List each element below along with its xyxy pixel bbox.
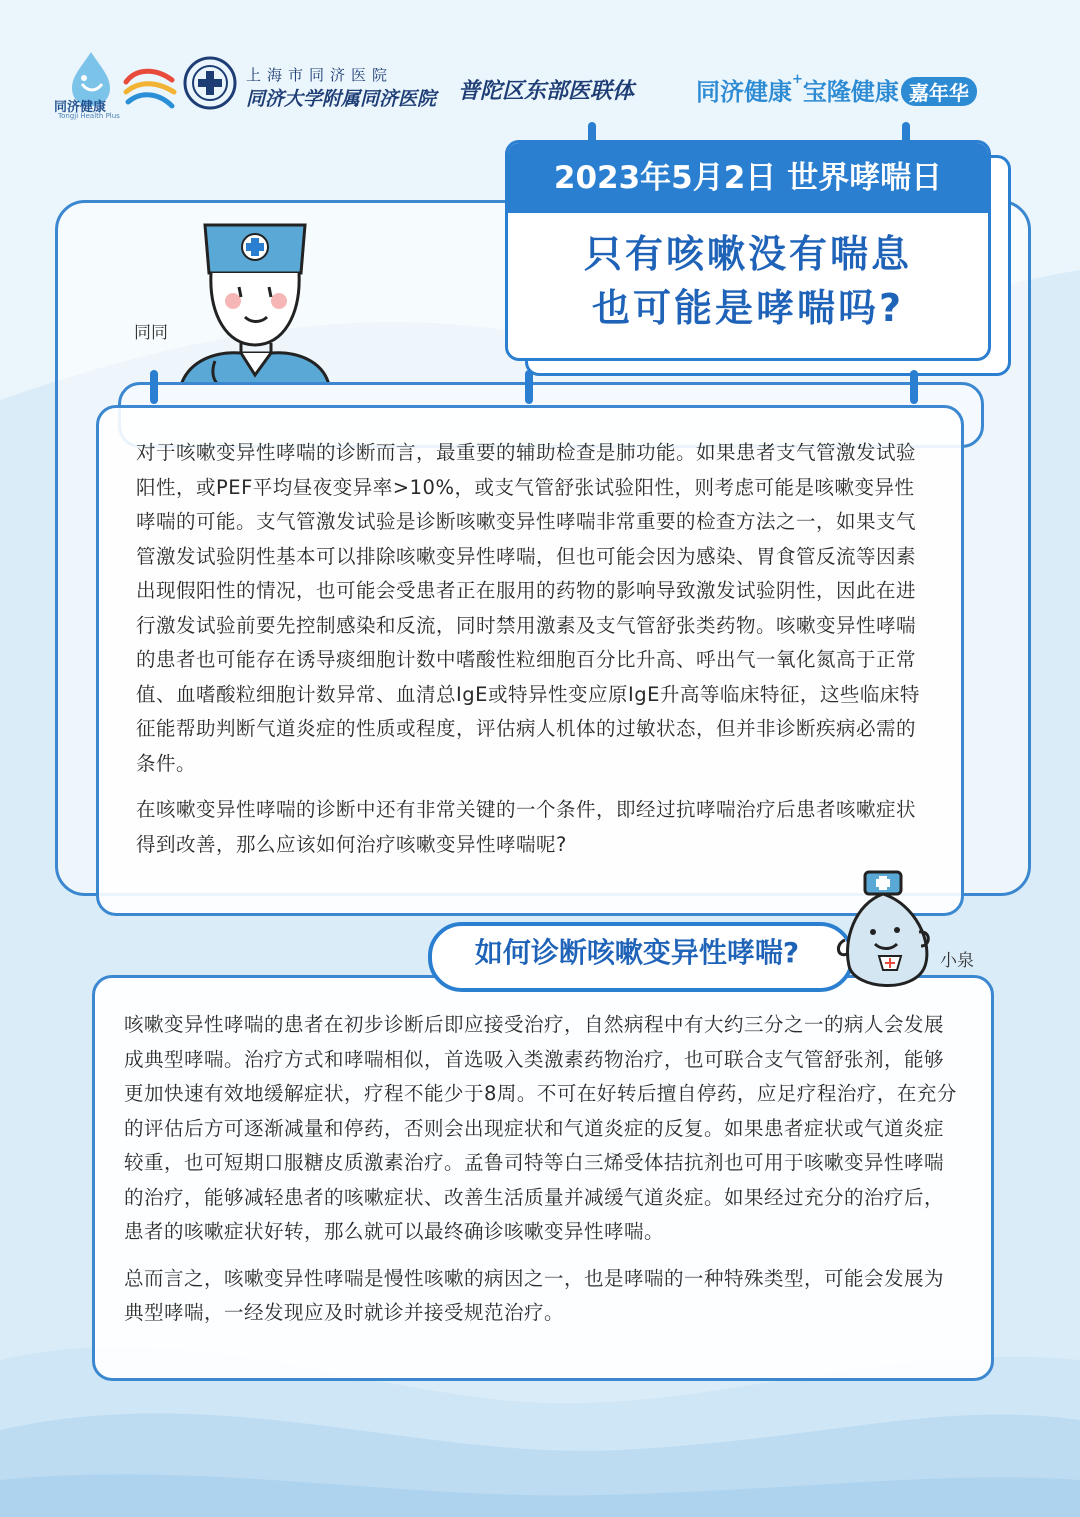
nurse-name-label: 同同	[134, 323, 168, 343]
main-title-line1: 只有咳嗽没有喘息	[583, 232, 912, 276]
binder-ring	[588, 122, 596, 156]
section-heading: 如何诊断咳嗽变异性哮喘?	[474, 936, 800, 969]
treatment-paragraph-2: 总而言之，咳嗽变异性哮喘是慢性咳嗽的病因之一，也是哮喘的一种特殊类型，可能会发展为典型哮喘，一经发现应及时就诊并接受规范治疗。	[124, 1266, 945, 1324]
diagnosis-content	[136, 436, 928, 874]
mascot-drop-icon	[835, 870, 935, 1000]
brand-text-2: 宝隆健康	[802, 78, 899, 106]
event-date-bar: 2023年5月2日 世界哮喘日	[508, 143, 988, 213]
hospital-affiliation: 同济大学附属同济医院	[246, 88, 437, 110]
binder-ring	[150, 370, 158, 404]
brand-badge: 嘉年华	[901, 77, 977, 106]
tongji-logo-text: 同济健康	[54, 100, 107, 115]
title-card	[505, 140, 991, 361]
hospital-name: 上海市同济医院	[246, 66, 394, 84]
header	[54, 40, 1040, 130]
treatment-paragraph-1: 咳嗽变异性哮喘的患者在初步诊断后即应接受治疗，自然病程中有大约三分之一的病人会发展成典型哮喘。治疗方式和哮喘相似，首选吸入类激素药物治疗，也可联合支气管舒张剂，能够更加快速有效地缓解症状，疗程不能少于8周。不可在好转后擅自停药，应足疗程治疗，在充分的评估后方可逐渐减量和停药，否则会出现症状和气道炎症的反复。如果患者症状或气道炎症较重，也可短期口服糖皮质激素治疗。孟鲁司特等白三烯受体拮抗剂也可用于咳嗽变异性哮喘的治疗，能够减轻患者的咳嗽症状、改善生活质量并减缓气道炎症。如果经过充分的治疗后，患者的咳嗽症状好转，那么就可以最终确诊咳嗽变异性哮喘。	[124, 1013, 957, 1243]
hospital-seal-icon	[182, 55, 238, 111]
nurse-illustration-icon	[175, 205, 335, 385]
swirl-logo-icon	[122, 60, 178, 116]
treatment-content	[124, 1008, 960, 1343]
binder-ring	[525, 370, 533, 404]
binder-ring	[902, 122, 910, 156]
district-alliance: 普陀区东部医联体	[458, 78, 635, 104]
brand-logo	[696, 72, 977, 107]
brand-text: 同济健康	[696, 78, 792, 106]
binder-ring	[910, 370, 918, 404]
tongji-logo-subtext: Tongji Health Plus	[58, 112, 120, 120]
mascot-name-label: 小泉	[940, 951, 974, 971]
main-title-line2: 也可能是哮喘吗?	[591, 286, 905, 330]
brand-plus: +	[792, 72, 803, 87]
diagnosis-paragraph-1: 对于咳嗽变异性哮喘的诊断而言，最重要的辅助检查是肺功能。如果患者支气管激发试验阳性，或PEF平均昼夜变异率>10%，或支气管舒张试验阳性，则考虑可能是咳嗽变异性哮喘的可能。支气管激发试验是诊断咳嗽变异性哮喘非常重要的检查方法之一，如果支气管激发试验阴性基本可以排除咳嗽变异性哮喘，但也可能会因为感染、胃食管反流等因素出现假阳性的情况，也可能会受患者正在服用的药物的影响导致激发试验阴性，因此在进行激发试验前要先控制感染和反流，同时禁用激素及支气管舒张类药物。咳嗽变异性哮喘的患者也可能存在诱导痰细胞计数中嗜酸性粒细胞百分比升高、呼出气一氧化氮高于正常值、血嗜酸粒细胞计数异常、血清总IgE或特异性变应原IgE升高等临床特征，这些临床特征能帮助判断气道炎症的性质或程度，评估病人机体的过敏状态，但并非诊断疾病必需的条件。	[136, 441, 920, 775]
diagnosis-paragraph-2: 在咳嗽变异性哮喘的诊断中还有非常关键的一个条件，即经过抗哮喘治疗后患者咳嗽症状得到改善，那么应该如何治疗咳嗽变异性哮喘呢?	[136, 798, 917, 856]
